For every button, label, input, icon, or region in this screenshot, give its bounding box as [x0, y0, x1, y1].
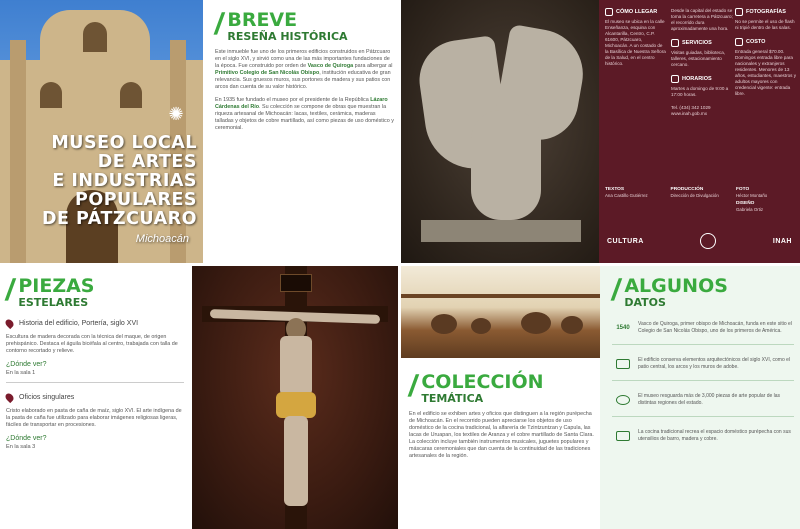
fact-2 [612, 357, 794, 370]
fact-3 [612, 393, 794, 406]
clock-icon [671, 75, 679, 83]
how-to-arrive-text: El museo se ubica en la calle Enseñanza, esquina con Alcantarilla, Centro, C.P. 61600, Pátzcuaro, Michoacán. A un costado de la Basílica de Nuestra Señora de la Salud, en el centro histórico. [605, 19, 666, 66]
collection-text: En el edificio se exhiben artes y oficios que distinguen a la región purépecha de Michoacán. En el recorrido pueden apreciarse los objetos de uso doméstico de la cocina tradicional, la alfarería de Tzintzuntzan y Capula, las lacas de Uruapan, los textiles de Aranza y el cobre martillado de Santa Clara. La colección incluye también instrumentos musicales, juguetes populares y máscaras ceremoniales que dan cuenta de la continuidad de las tradiciones artesanales de la región. [409, 411, 594, 459]
photography-heading: FOTOGRAFÍAS [735, 8, 797, 16]
history-paragraph-2: En 1935 fue fundado el museo por el presidente de la República Lázaro Cárdenas del Río. Su colección se compone de obras que muestran la riqueza artesanal de Michoacán: lacas, textiles, cerámica, maderas talladas y objetos de cobre martillado, así como piezas de uso doméstico y ceremonial. [215, 97, 394, 131]
featured-heading [3, 274, 184, 309]
christ-torso [280, 336, 312, 396]
collection-subtitle: TEMÁTICA [421, 392, 484, 405]
thematic-collection-section [401, 358, 600, 529]
museum-title: MUSEO LOCAL DE ARTES E INDUSTRIAS POPULARES DE PÁTZCUARO [41, 133, 197, 229]
accent-slash: / [406, 370, 421, 403]
fact-2-text: El edificio conserva elementos arquitectónicos del siglo XVI, como el patio central, los arcos y los muros de adobe. [638, 357, 791, 370]
credit-production: PRODUCCIÓN Dirección de Divulgación [670, 187, 719, 198]
national-seal-icon [700, 233, 716, 249]
clay-pot [431, 314, 457, 334]
facts-section [600, 266, 800, 529]
schedule-text: Martes a domingo de 9:00 a 17:00 horas. [671, 86, 729, 97]
inah-logo: INAH [772, 237, 792, 245]
sculpture-body [471, 110, 541, 220]
route-text: Desde la capital del estado se toma la carretera a Pátzcuaro; el recorrido dura aproximadamente una hora. [671, 8, 733, 31]
car-icon [605, 8, 613, 16]
pottery-icon [616, 431, 630, 441]
accent-slash: / [212, 8, 227, 41]
window-arch-2 [120, 82, 142, 108]
history-subtitle: RESEÑA HISTÓRICA [227, 30, 348, 43]
credit-photo: FOTO Héctor Montaño DISEÑO Gabriela Ortiz [736, 187, 768, 212]
piece-2-description: Cristo elaborado en pasta de caña de maíz, siglo XVI. El arte indígena de la pasta de caña fue utilizado para elaborar imágenes religiosas ligeras, fáciles de transportar en procesiones. [6, 408, 182, 428]
fact-4-text: La cocina tradicional recrea el espacio doméstico purépecha con sus utensilios de barro, madera y cobre. [638, 429, 791, 442]
info-column-2 [671, 8, 733, 124]
contact-text: Tel. (434) 342 1029 www.inah.gob.mx [671, 105, 711, 116]
clay-pot [521, 312, 551, 334]
divider [6, 382, 184, 383]
dollar-icon [735, 38, 743, 46]
kitchen-shelf [401, 294, 600, 298]
traditional-kitchen-photo [401, 266, 600, 358]
piece-2-heading: Oficios singulares [6, 393, 184, 402]
accent-slash: / [609, 274, 624, 307]
cultura-logo: CULTURA [607, 237, 644, 245]
schedule-heading: HORARIOS [671, 75, 733, 83]
history-section [203, 0, 401, 263]
services-text: Visitas guiadas, biblioteca, talleres, estacionamiento cercano. [671, 50, 726, 67]
collection-heading [406, 370, 594, 405]
facts-subtitle: DATOS [624, 296, 666, 309]
cost-heading: COSTO [735, 38, 797, 46]
piece-1-where-question: ¿Dónde ver? [6, 361, 47, 368]
piece-2-where-question: ¿Dónde ver? [6, 435, 47, 442]
piece-1-heading: Historia del edificio, Portería, siglo XVI [6, 319, 184, 328]
featured-title: PIEZAS [18, 275, 95, 297]
history-heading [212, 8, 395, 43]
featured-pieces-section [0, 266, 192, 529]
photography-text: No se permite el uso de flash ni tripié dentro de las salas. [735, 19, 795, 30]
inri-plaque [280, 274, 312, 292]
museum-emblem-icon: ✺ [168, 104, 184, 124]
divider [612, 416, 794, 417]
fact-4 [612, 429, 794, 442]
location-pin-icon [4, 392, 15, 403]
divider [612, 380, 794, 381]
crucifix-photo [192, 266, 398, 529]
fact-1-year: 1540 [616, 324, 630, 331]
accent-slash: / [3, 274, 18, 307]
double-eagle-sculpture-photo [401, 0, 599, 263]
services-icon [671, 39, 679, 47]
window-arch [40, 82, 62, 108]
fact-1-text: Vasco de Quiroga, primer obispo de Michoacán, funda en este sitio el Colegio de San Nicolás Obispo, uno de los primeros de América. [638, 321, 792, 334]
how-to-arrive-heading: CÓMO LLEGAR [605, 8, 667, 16]
bell-arch [83, 22, 107, 52]
christ-legs [284, 416, 308, 506]
clay-pot [471, 318, 491, 334]
divider [612, 344, 794, 345]
fact-1 [612, 321, 794, 334]
credits-row [605, 187, 794, 212]
piece-1-where-answer: En la sala 1 [6, 370, 36, 376]
facts-heading [609, 274, 794, 309]
piece-1-description: Escultura de madera decorada con la técnica del maque, de origen prehispánico. Destaca el águila bicéfala al centro, trabajada con talla de contorno recortado y relieve. [6, 334, 178, 354]
location-pin-icon [4, 318, 15, 329]
info-column-1 [605, 8, 667, 74]
collection-icon [616, 395, 630, 405]
piece-2-where-answer: En la sala 3 [6, 444, 36, 450]
collection-title: COLECCIÓN [421, 371, 544, 393]
logos-row [607, 233, 792, 249]
fact-3-text: El museo resguarda más de 3,000 piezas de arte popular de las distintas regiones del estado. [638, 393, 781, 406]
services-heading: SERVICIOS [671, 39, 733, 47]
building-icon [616, 359, 630, 369]
visitor-info-panel [599, 0, 800, 263]
info-column-3 [735, 8, 797, 104]
museum-location: Michoacán [135, 233, 189, 245]
facade-photo [0, 0, 203, 263]
clay-pot [561, 316, 583, 334]
facts-title: ALGUNOS [624, 275, 728, 297]
camera-icon [735, 8, 743, 16]
loincloth [276, 392, 316, 418]
history-title: BREVE [227, 9, 298, 31]
cost-text: Entrada general $70.00. Domingos entrada libre para nacionales y extranjeros residentes. Menores de 13 años, estudiantes, maestros y adultos mayores con credencial vigente: entrada libre. [735, 49, 797, 96]
featured-subtitle: ESTELARES [18, 296, 89, 309]
history-paragraph-1: Este inmueble fue uno de los primeros edificios construidos en Pátzcuaro en el siglo XVI, y sirvió como una de las más importantes fundaciones de la época. Fue construido por orden de Vasco de Quiroga para albergar al Primitivo Colegio de San Nicolás Obispo, institución educativa de gran relevancia. Sus gruesos muros, sus portones de madera y sus patios con arcos dan cuenta de su valor histórico. [215, 49, 393, 90]
sculpture-base [421, 220, 581, 242]
credit-texts: TEXTOS Ana Castillo Gutiérrez [605, 187, 648, 198]
